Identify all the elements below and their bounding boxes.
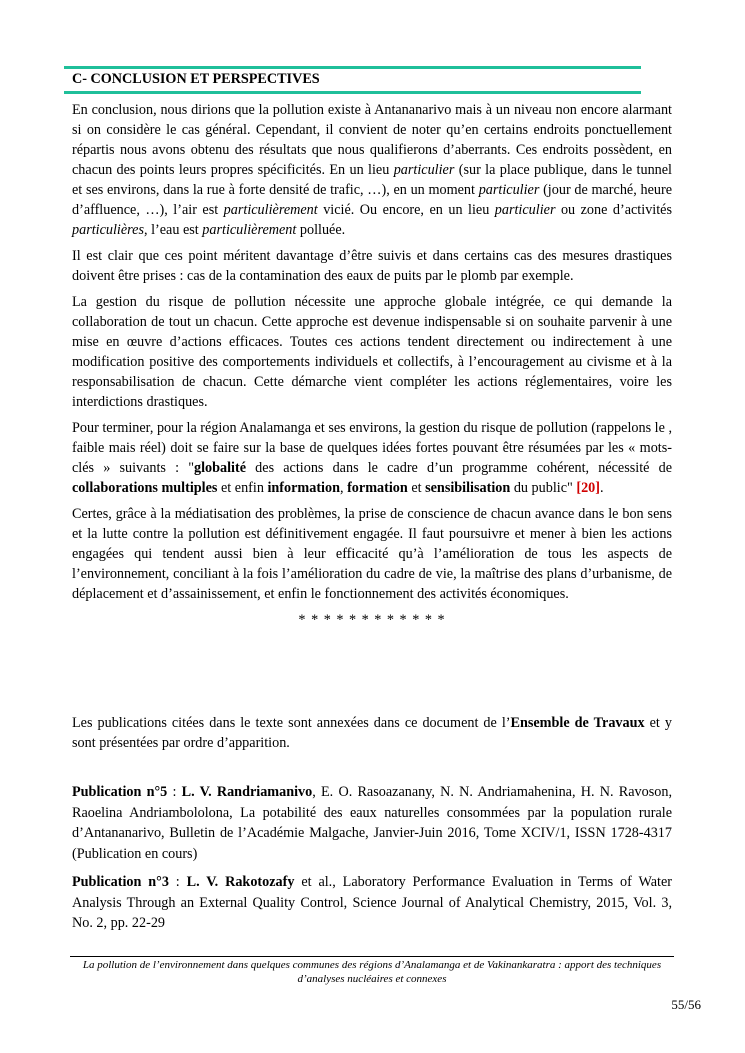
main-content — [72, 100, 672, 636]
paragraph-conclusion: En conclusion, nous dirions que la pollution existe à Antananarivo mais à un niveau non encore alarmant si on considère le cas général. Cependant, il convient de noter qu’en certains endroits ponctuellement répartis nous avons obtenu des résultats que nous qualifierons d’aberrants. Ces endroits possèdent, en chacun des points leurs propres spécificités. En un lieu particulier (sur la place publique, dans le tunnel et ses environs, dans la rue à forte densité de trafic, …), en un moment particulier (jour de marché, heure d’affluence, …), l’air est particulièrement vicié. Ou encore, en un lieu particulier ou zone d’activités particulières, l’eau est particulièrement polluée. — [72, 102, 672, 238]
paragraph-keywords: Pour terminer, pour la région Analamanga et ses environs, la gestion du risque de pollution (rappelons le , faible mais réel) doit se faire sur la base de quelques idées fortes pouvant être résumées par les « mots-clés » suivants : "globalité des actions dans le cadre d’un programme cohérent, nécessité de collaborations multiples et enfin information, formation et sensibilisation du public" [20]. — [72, 420, 672, 496]
section-separator: * * * * * * * * * * * * — [298, 612, 446, 628]
paragraph-measures: Il est clair que ces point méritent davantage d’être suivis et dans certains cas des mesures drastiques doivent être prises : cas de la contamination des eaux de puits par le plomb par exemple. — [72, 248, 672, 284]
publications-intro: Les publications citées dans le texte sont annexées dans ce document de l’Ensemble de Travaux et y sont présentées par ordre d’apparition. — [72, 715, 672, 751]
footer-title: La pollution de l’environnement dans quelques communes des régions d’Analamanga et de Vakinankaratra : apport des techniques d’analyses nucléaires et connexes — [82, 959, 662, 985]
heading-top-rule — [64, 66, 641, 69]
page-number: 55/56 — [671, 997, 701, 1012]
paragraph-risk-management: La gestion du risque de pollution nécessite une approche globale intégrée, ce qui demande la collaboration de tout un chacun. Cette approche est devenue indispensable si on souhaite parvenir à une mise en œuvre d’actions efficaces. Toutes ces actions tendent directement ou indirectement à une modification positive des comportements individuels et collectifs, à l’encouragement au civisme et à la responsabilisation de chacun. Cette démarche vient compléter les actions réglementaires, voire les interdictions drastiques. — [72, 294, 672, 410]
heading-bottom-rule — [64, 91, 641, 94]
footer-rule — [70, 956, 674, 957]
paragraph-awareness: Certes, grâce à la médiatisation des problèmes, la prise de conscience de chacun avance dans le bon sens et la lutte contre la pollution est définitivement engagée. Il faut poursuivre et mener à bien les actions engagées qui tendent aussi bien à leur efficacité qu’à l’amélioration de tous les aspects de l’environnement, conciliant à la fois l’amélioration du cadre de vie, la maîtrise des plans d’urbanisme, de déplacement et d’assainissement, et enfin le fonctionnement des activités économiques. — [72, 506, 672, 602]
publications-list — [72, 782, 672, 942]
citation-ref: [20] — [576, 480, 600, 496]
section-heading: C- CONCLUSION ET PERSPECTIVES — [72, 71, 320, 87]
publication-3: Publication n°3 : L. V. Rakotozafy et al., Laboratory Performance Evaluation in Terms of Water Analysis Through an External Quality Control, Science Journal of Analytical Chemistry, 2015, Vol. 3, No. 2, pp. 22-29 — [72, 874, 672, 931]
publication-5: Publication n°5 : L. V. Randriamanivo, E. O. Rasoazanany, N. N. Andriamahenina, H. N. Ravoson, Raoelina Andriambololona, La potabilité des eaux naturelles consommées par la population rurale d’Antananarivo, Bulletin de l’Académie Malgache, Janvier-Juin 2016, Tome XCIV/1, ISSN 1728-4317 (Publication en cours) — [72, 784, 672, 862]
